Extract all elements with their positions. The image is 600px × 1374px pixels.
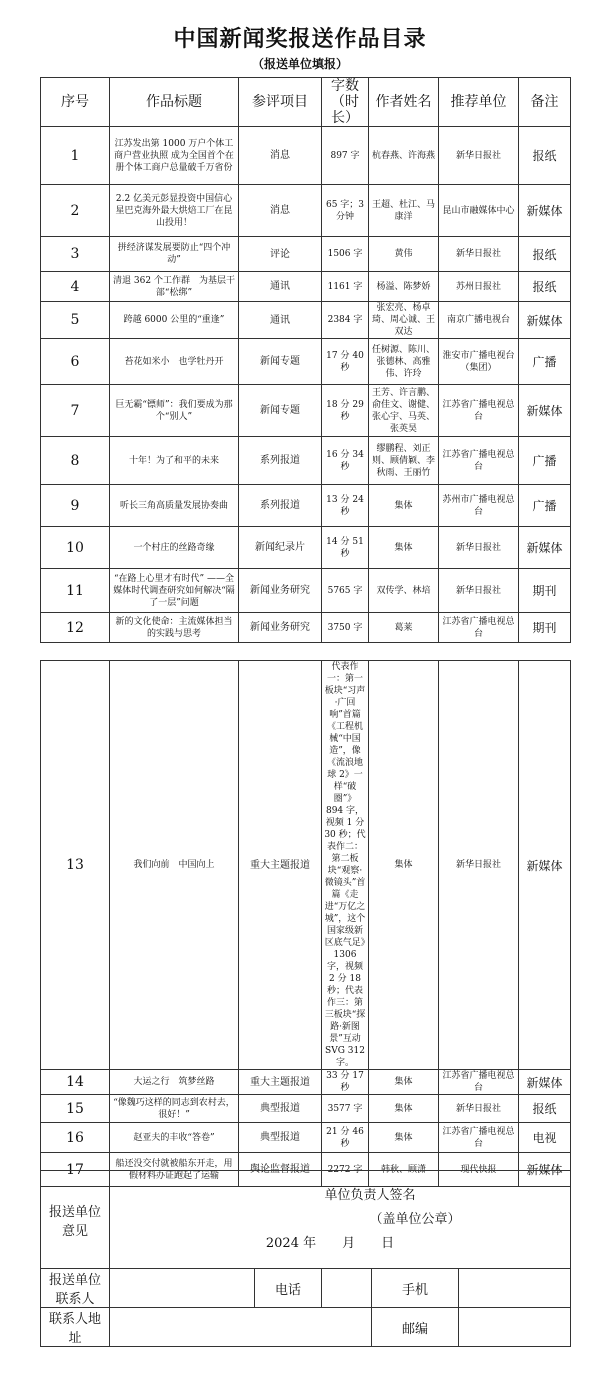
row-item: 新闻业务研究 <box>239 613 322 643</box>
row-title: 听长三角高质量发展协奏曲 <box>110 485 239 527</box>
row-author: 王超、杜江、马康洋 <box>369 185 439 237</box>
header-no: 序号 <box>41 78 110 127</box>
footer-table <box>40 1170 571 1347</box>
row-number: 12 <box>41 613 110 643</box>
row-note: 期刊 <box>519 569 571 613</box>
row-count: 1506 字 <box>322 237 369 272</box>
date-text: 2024 年 月 日 <box>265 1235 395 1251</box>
row-title: 拼经济谋发展要防止“四个冲动” <box>110 237 239 272</box>
table-row <box>41 661 571 1070</box>
table-row <box>41 527 571 569</box>
row-number: 13 <box>41 661 110 1070</box>
row-title: 清退 362 个工作群 为基层干部“松绑” <box>110 272 239 302</box>
row-note: 电视 <box>519 1123 571 1153</box>
page-subtitle: （报送单位填报） <box>251 57 348 71</box>
row-number: 15 <box>41 1095 110 1123</box>
table-row <box>41 613 571 643</box>
table-row <box>41 385 571 437</box>
row-author: 韩秋、顾潇 <box>369 1153 439 1187</box>
table-row <box>41 569 571 613</box>
table-row <box>41 437 571 485</box>
row-number: 4 <box>41 272 110 302</box>
row-unit: 淮安市广播电视台（集团） <box>439 339 519 385</box>
header-author: 作者姓名 <box>369 78 439 127</box>
row-note: 广播 <box>519 485 571 527</box>
phone-field[interactable] <box>322 1269 372 1308</box>
row-unit: 新华日报社 <box>439 127 519 185</box>
row-number: 3 <box>41 237 110 272</box>
row-count: 1161 字 <box>322 272 369 302</box>
row-author: 集体 <box>369 1123 439 1153</box>
row-author: 缪鹏程、刘正则、顾倩颖、李秋雨、王丽竹 <box>369 437 439 485</box>
row-item: 典型报道 <box>239 1123 322 1153</box>
address-label: 联系人地址 <box>41 1308 110 1347</box>
row-unit: 新华日报社 <box>439 237 519 272</box>
row-number: 1 <box>41 127 110 185</box>
opinion-field[interactable] <box>110 1171 571 1269</box>
row-item: 通讯 <box>239 272 322 302</box>
row-number: 16 <box>41 1123 110 1153</box>
row-count: 3577 字 <box>322 1095 369 1123</box>
row-number: 11 <box>41 569 110 613</box>
row-count: 代表作一：第一板块“习声·广回响”首篇《工程机械“中国造”，像《流浪地球 2》一样“破圈”》 894 字，视频 1 分 30 秒；代表作二：第二板块“观察·微镜头”首篇《走进“万亿之城”，这个国家级新区底气足》1306 字，视频 2 分 18 秒；代表作三：第三板块“探路·新图景”互动 SVG 312 字。 <box>322 661 369 1070</box>
row-number: 7 <box>41 385 110 437</box>
row-note: 广播 <box>519 339 571 385</box>
row-unit: 江苏省广播电视总台 <box>439 385 519 437</box>
table-row <box>41 1123 571 1153</box>
works-table-continued <box>40 660 571 1187</box>
row-count: 897 字 <box>322 127 369 185</box>
header-count: 字数（时长） <box>322 78 369 127</box>
row-note: 广播 <box>519 437 571 485</box>
row-title: 十年！为了和平的未来 <box>110 437 239 485</box>
row-number: 5 <box>41 302 110 339</box>
row-note: 期刊 <box>519 613 571 643</box>
row-title: 巨无霸“镖师”：我们要成为那个“别人” <box>110 385 239 437</box>
address-field[interactable] <box>110 1308 372 1347</box>
table-row <box>41 302 571 339</box>
row-author: 杨溢、陈梦娇 <box>369 272 439 302</box>
seal-label: （盖单位公章） <box>369 1211 461 1227</box>
row-title: “在路上心里才有时代” ——全媒体时代调查研究如何解决“隔了一层”问题 <box>110 569 239 613</box>
row-note: 新媒体 <box>519 385 571 437</box>
postcode-field[interactable] <box>459 1308 571 1347</box>
opinion-label: 报送单位意见 <box>41 1171 110 1269</box>
header-unit: 推荐单位 <box>439 78 519 127</box>
row-note: 报纸 <box>519 237 571 272</box>
row-unit: 新华日报社 <box>439 1095 519 1123</box>
row-count: 17 分 40 秒 <box>322 339 369 385</box>
row-item: 消息 <box>239 127 322 185</box>
row-note: 新媒体 <box>519 1070 571 1095</box>
row-title: 新的文化使命：主流媒体担当的实践与思考 <box>110 613 239 643</box>
row-unit: 江苏省广播电视总台 <box>439 437 519 485</box>
row-number: 8 <box>41 437 110 485</box>
signer-label: 单位负责人签名 <box>324 1187 416 1203</box>
row-count: 14 分 51 秒 <box>322 527 369 569</box>
row-note: 新媒体 <box>519 185 571 237</box>
row-number: 10 <box>41 527 110 569</box>
row-item: 消息 <box>239 185 322 237</box>
row-title: 船还没交付就被船东开走，用假材料办证跑起了运输 <box>110 1153 239 1187</box>
row-number: 2 <box>41 185 110 237</box>
row-author: 葛莱 <box>369 613 439 643</box>
table-row <box>41 1070 571 1095</box>
row-author: 任树源、陈川、张德林、高雅伟、许玲 <box>369 339 439 385</box>
row-item: 舆论监督报道 <box>239 1153 322 1187</box>
row-author: 杭春燕、许海燕 <box>369 127 439 185</box>
row-author: 集体 <box>369 661 439 1070</box>
table-row <box>41 1095 571 1123</box>
row-count: 2384 字 <box>322 302 369 339</box>
row-author: 张宏亮、杨卓琦、周心诚、王双达 <box>369 302 439 339</box>
row-count: 2272 字 <box>322 1153 369 1187</box>
row-number: 14 <box>41 1070 110 1095</box>
row-title: 赵亚夫的丰收“答卷” <box>110 1123 239 1153</box>
row-item: 新闻业务研究 <box>239 569 322 613</box>
row-count: 16 分 34 秒 <box>322 437 369 485</box>
mobile-field[interactable] <box>459 1269 571 1308</box>
header-note: 备注 <box>519 78 571 127</box>
row-title: 江苏发出第 1000 万户个体工商户营业执照 成为全国首个在册个体工商户总量破千万省份 <box>110 127 239 185</box>
row-count: 13 分 24 秒 <box>322 485 369 527</box>
phone-label: 电话 <box>255 1269 322 1308</box>
row-count: 5765 字 <box>322 569 369 613</box>
table-row <box>41 185 571 237</box>
table-row <box>41 485 571 527</box>
row-item: 通讯 <box>239 302 322 339</box>
row-note: 新媒体 <box>519 527 571 569</box>
row-unit: 苏州市广播电视总台 <box>439 485 519 527</box>
row-unit: 江苏省广播电视总台 <box>439 613 519 643</box>
row-item: 新闻专题 <box>239 339 322 385</box>
row-number: 17 <box>41 1153 110 1187</box>
row-author: 双传学、林培 <box>369 569 439 613</box>
table-row <box>41 339 571 385</box>
row-item: 系列报道 <box>239 485 322 527</box>
row-number: 9 <box>41 485 110 527</box>
row-count: 65 字；3 分钟 <box>322 185 369 237</box>
row-author: 集体 <box>369 527 439 569</box>
contact-label: 报送单位联系人 <box>41 1269 110 1308</box>
row-item: 系列报道 <box>239 437 322 485</box>
row-note: 报纸 <box>519 127 571 185</box>
table-row <box>41 272 571 302</box>
row-title: “像魏巧这样的同志到农村去，很好！” <box>110 1095 239 1123</box>
row-item: 新闻专题 <box>239 385 322 437</box>
row-item: 评论 <box>239 237 322 272</box>
row-author: 集体 <box>369 1070 439 1095</box>
row-unit: 现代快报 <box>439 1153 519 1187</box>
row-count: 18 分 29 秒 <box>322 385 369 437</box>
contact-field[interactable] <box>110 1269 255 1308</box>
row-unit: 南京广播电视台 <box>439 302 519 339</box>
table-header-row <box>41 78 571 127</box>
row-author: 集体 <box>369 1095 439 1123</box>
row-title: 苔花如米小 也学牡丹开 <box>110 339 239 385</box>
row-note: 新媒体 <box>519 302 571 339</box>
row-unit: 苏州日报社 <box>439 272 519 302</box>
row-title: 我们向前 中国向上 <box>110 661 239 1070</box>
row-note: 新媒体 <box>519 661 571 1070</box>
row-title: 一个村庄的丝路奇缘 <box>110 527 239 569</box>
table-row <box>41 127 571 185</box>
row-unit: 新华日报社 <box>439 661 519 1070</box>
row-author: 黄伟 <box>369 237 439 272</box>
page-title: 中国新闻奖报送作品目录 <box>173 27 427 52</box>
row-unit: 昆山市融媒体中心 <box>439 185 519 237</box>
row-unit: 江苏省广播电视总台 <box>439 1070 519 1095</box>
row-note: 报纸 <box>519 272 571 302</box>
header-title: 作品标题 <box>110 78 239 127</box>
row-unit: 新华日报社 <box>439 527 519 569</box>
table-row <box>41 237 571 272</box>
row-number: 6 <box>41 339 110 385</box>
row-count: 33 分 17 秒 <box>322 1070 369 1095</box>
row-author: 集体 <box>369 485 439 527</box>
row-item: 新闻纪录片 <box>239 527 322 569</box>
row-item: 典型报道 <box>239 1095 322 1123</box>
row-item: 重大主题报道 <box>239 661 322 1070</box>
row-title: 大运之行 筑梦丝路 <box>110 1070 239 1095</box>
mobile-label: 手机 <box>372 1269 459 1308</box>
postcode-label: 邮编 <box>372 1308 459 1347</box>
row-title: 2.2 亿美元彭显投资中国信心 星巴克海外最大烘焙工厂在昆山投用！ <box>110 185 239 237</box>
row-note: 报纸 <box>519 1095 571 1123</box>
row-unit: 新华日报社 <box>439 569 519 613</box>
row-count: 21 分 46 秒 <box>322 1123 369 1153</box>
row-count: 3750 字 <box>322 613 369 643</box>
row-title: 跨越 6000 公里的“重逢” <box>110 302 239 339</box>
row-note: 新媒体 <box>519 1153 571 1187</box>
works-table <box>40 77 571 643</box>
row-unit: 江苏省广播电视总台 <box>439 1123 519 1153</box>
row-author: 王芳、许言鹏、俞佳文、谢健、张心宇、马英、张英昊 <box>369 385 439 437</box>
header-item: 参评项目 <box>239 78 322 127</box>
row-item: 重大主题报道 <box>239 1070 322 1095</box>
